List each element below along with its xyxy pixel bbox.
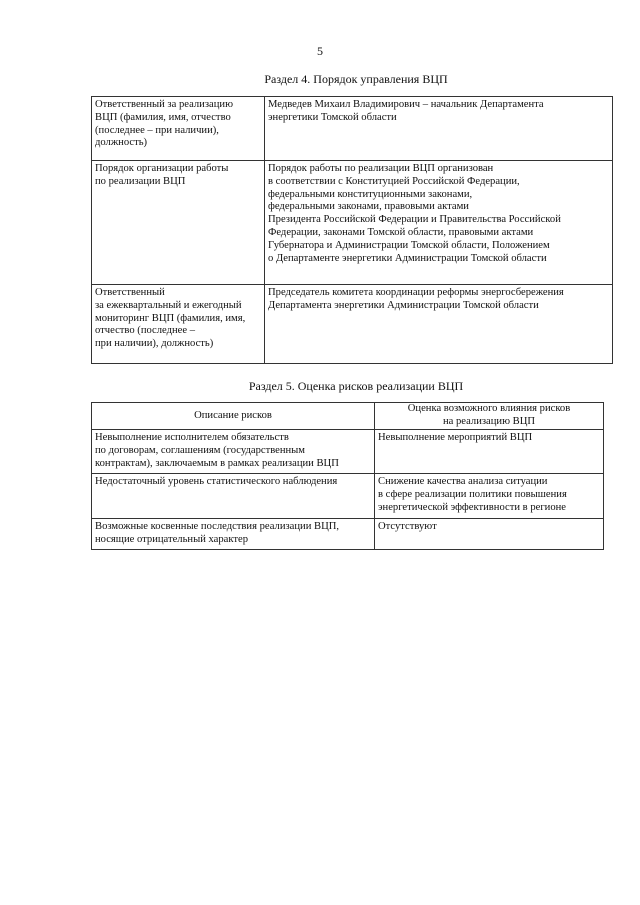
cell-line: Федерации, законами Томской области, правовыми актами — [268, 226, 534, 238]
cell-line: ВЦП (фамилия, имя, отчество — [95, 111, 231, 123]
cell-line: энергетической эффективности в регионе — [378, 501, 567, 513]
cell-line: Медведев Михаил Владимирович – начальник Департамента — [268, 99, 544, 110]
cell-line: должность) — [95, 137, 148, 149]
cell-line: Невыполнение исполнителем обязательств — [95, 432, 289, 443]
cell-line: о Департаменте энергетики Администрации Томской области — [268, 252, 547, 264]
table-row — [92, 161, 613, 285]
cell-line: в сфере реализации политики повышения — [378, 489, 567, 501]
table-row — [92, 97, 613, 161]
header-line: Описание рисков — [194, 409, 272, 421]
cell-line: федеральными законами, правовыми актами — [268, 201, 469, 213]
monitoring-value-cell — [265, 285, 613, 364]
risk-impact-header — [375, 403, 604, 430]
header-line: Оценка возможного влияния рисков — [407, 403, 571, 415]
risk-cell — [92, 430, 375, 474]
cell-line: мониторинг ВЦП (фамилия, имя, — [95, 312, 246, 324]
cell-line: Порядок организации работы — [95, 163, 229, 174]
cell-line: при наличии), должность) — [95, 338, 214, 350]
risk-cell — [92, 474, 375, 518]
cell-line: Департамента энергетики Администрации Томской области — [268, 299, 539, 311]
header-line: на реализацию ВЦП — [442, 416, 536, 427]
cell-line: Невыполнение мероприятий ВЦП — [378, 432, 533, 443]
cell-line: Отсутствуют — [378, 520, 437, 532]
impact-cell — [375, 518, 604, 550]
responsible-value-cell — [265, 97, 613, 161]
impact-cell — [375, 430, 604, 474]
table-header-row — [92, 403, 604, 430]
responsible-label-cell — [92, 97, 265, 161]
risk-table — [91, 402, 604, 550]
cell-line: Президента Российской Федерации и Правительства Российской — [268, 214, 561, 226]
cell-line: энергетики Томской области — [268, 111, 397, 123]
page-number: 5 — [317, 44, 323, 58]
table-row — [92, 430, 604, 474]
cell-line: Губернатора и Администрации Томской области, Положением — [268, 239, 550, 251]
section-4-title: Раздел 4. Порядок управления ВЦП — [264, 72, 448, 86]
cell-line: за ежеквартальный и ежегодный — [95, 299, 242, 311]
cell-line: Председатель комитета координации реформы энергосбережения — [268, 287, 564, 298]
monitoring-label-cell — [92, 285, 265, 364]
risk-cell — [92, 518, 375, 550]
table-row — [92, 285, 613, 364]
section-5-title: Раздел 5. Оценка рисков реализации ВЦП — [248, 379, 464, 393]
cell-line: Порядок работы по реализации ВЦП организован — [268, 163, 494, 174]
cell-line: Снижение качества анализа ситуации — [378, 476, 548, 488]
cell-line: по реализации ВЦП — [95, 175, 186, 187]
cell-line: контрактам), заключаемым в рамках реализации ВЦП — [95, 457, 339, 469]
management-table — [91, 96, 613, 364]
table-row — [92, 474, 604, 518]
impact-cell — [375, 474, 604, 518]
cell-line: Возможные косвенные последствия реализации ВЦП, — [95, 520, 340, 532]
cell-line: отчество (последнее – — [95, 325, 196, 337]
table-row — [92, 518, 604, 550]
risk-description-header — [92, 403, 375, 430]
cell-line: Ответственный — [95, 287, 165, 298]
cell-line: носящие отрицательный характер — [95, 533, 249, 545]
cell-line: Недостаточный уровень статистического наблюдения — [95, 476, 338, 488]
cell-line: (последнее – при наличии), — [95, 124, 219, 136]
cell-line: по договорам, соглашениям (государственным — [95, 444, 306, 456]
cell-line: Ответственный за реализацию — [95, 99, 233, 110]
cell-line: федеральными конституционными законами, — [268, 188, 473, 200]
cell-line: в соответствии с Конституцией Российской Федерации, — [268, 175, 520, 187]
work-order-value-cell — [265, 161, 613, 285]
work-order-label-cell — [92, 161, 265, 285]
